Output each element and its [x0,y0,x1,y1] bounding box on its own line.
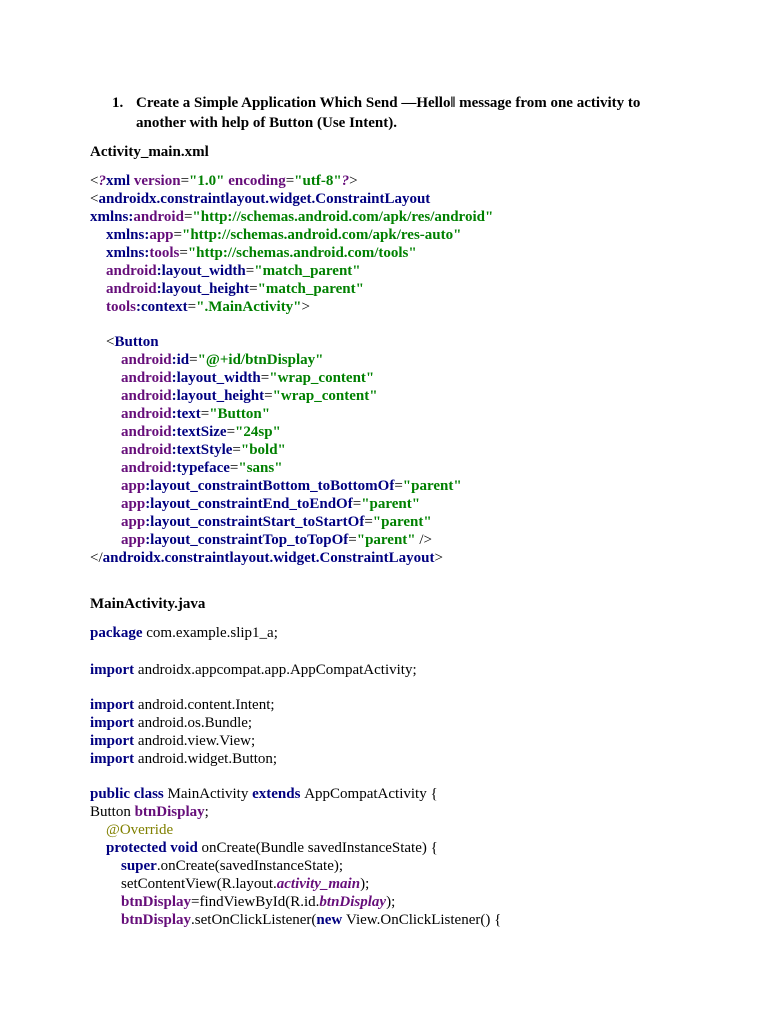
xml-token: android [121,424,172,440]
java-line [106,839,438,857]
xml-line [106,298,310,316]
xml-line [121,441,286,459]
java-token: androidx.appcompat.app.AppCompatActivity; [137,662,417,678]
xml-token: ? [98,173,106,189]
xml-token: android [106,281,157,297]
xml-token: "sans" [238,460,283,476]
xml-token: tools [149,245,180,261]
xml-line [121,351,323,369]
xml-token: xmlns: [106,227,150,243]
xml-token: = [180,173,190,189]
xml-token: "parent" [356,532,420,548]
xml-line [121,531,432,549]
xml-line [121,405,270,423]
java-token: protected void [106,840,202,856]
java-heading: MainActivity.java [90,596,206,612]
xml-token: "bold" [240,442,286,458]
xml-token: app [121,532,146,548]
xml-token: Button [114,334,159,350]
xml-token: = [232,442,241,458]
xml-token: "parent" [372,514,432,530]
xml-token: = [229,460,239,476]
xml-line [106,226,461,244]
java-token: public class [90,786,168,802]
xml-token: :typeface [171,460,230,476]
question-line-2: another with help of Button (Use Intent). [136,115,397,131]
xml-token: :layout_constraintEnd_toEndOf [145,496,353,512]
java-line [90,696,275,714]
java-line [121,857,343,875]
java-token: MainActivity [167,786,253,802]
java-line [90,750,277,768]
java-token: super [121,858,157,874]
xml-line [121,495,420,513]
xml-token: app [121,496,146,512]
xml-token: = [173,227,182,243]
xml-token: = [364,514,373,530]
question-number: 1. [112,95,124,111]
xml-token: = [394,478,403,494]
xml-line [121,477,462,495]
xml-token: android [121,406,172,422]
xml-token: = [285,173,295,189]
xml-token: android [121,370,172,386]
java-token: android.widget.Button; [137,751,278,767]
java-token: ); [360,876,370,892]
xml-token: > [349,173,358,189]
xml-token: /> [419,532,433,548]
xml-token: = [264,388,273,404]
xml-line [106,280,364,298]
xml-token: = [187,299,197,315]
xml-line [106,244,417,262]
xml-token: < [90,173,99,189]
xml-token: "Button" [209,406,271,422]
xml-line [121,423,281,441]
java-token: ; [204,804,209,820]
java-line [90,714,252,732]
xml-token: = [226,424,236,440]
xml-token: android [121,460,172,476]
xml-token: = [200,406,210,422]
java-token: ); [386,894,396,910]
xml-token: "http://schemas.android.com/tools" [187,245,417,261]
xml-token: :layout_constraintStart_toStartOf [145,514,365,530]
xml-token: androidx.constraintlayout.widget.ConstraintLayout [98,191,431,207]
xml-token: :layout_height [171,388,265,404]
xml-token: :id [171,352,190,368]
java-token: =findViewById(R.id. [191,894,320,910]
java-token: activity_main [276,876,361,892]
xml-token: ? [341,173,350,189]
xml-token: :context [136,299,188,315]
xml-line [106,333,159,351]
java-token: setContentView(R.layout. [121,876,277,892]
java-line [121,893,395,911]
xml-token: "parent" [361,496,421,512]
java-token: new [316,912,347,928]
xml-token: version [133,173,181,189]
java-line [106,821,173,839]
xml-token: > [434,550,443,566]
java-line [90,785,438,803]
xml-token: app [121,478,146,494]
java-token: View.OnClickListener() { [346,912,502,928]
java-token: btnDisplay [319,894,387,910]
xml-token: "1.0" [189,173,229,189]
xml-token: androidx.constraintlayout.widget.ConstraintLayout [102,550,435,566]
xml-token: android [121,388,172,404]
xml-token: </ [90,550,103,566]
java-token: import [90,715,138,731]
xml-line [121,459,283,477]
java-line [90,661,417,679]
xml-token: xmlns: [106,245,150,261]
xml-token: = [189,352,198,368]
java-token: .onCreate(savedInstanceState); [156,858,344,874]
xml-token: :textStyle [171,442,233,458]
xml-token: "24sp" [235,424,281,440]
xml-token: :layout_width [171,370,261,386]
xml-token: android [133,209,184,225]
java-token: @Override [106,822,174,838]
xml-token: xmlns: [90,209,134,225]
xml-heading: Activity_main.xml [90,144,209,160]
xml-token: = [260,370,270,386]
java-token: import [90,733,138,749]
xml-token: app [149,227,174,243]
java-line [90,732,255,750]
xml-line [90,190,430,208]
xml-token: = [352,496,362,512]
xml-token: "parent" [402,478,462,494]
question-line-1: Create a Simple Application Which Send —Hello‖ message from one activity to [136,95,641,111]
xml-token: = [249,281,258,297]
xml-token: = [179,245,188,261]
xml-token: app [121,514,146,530]
java-token: btnDisplay [134,804,205,820]
xml-line [90,172,358,190]
java-line [121,875,369,893]
java-token: import [90,697,138,713]
xml-token: = [245,263,255,279]
xml-line [121,513,432,531]
xml-token: "@+id/btnDisplay" [197,352,324,368]
java-token: AppCompatActivity { [304,786,438,802]
java-token: .setOnClickListener( [191,912,317,928]
xml-token: < [106,334,115,350]
xml-token: = [348,532,357,548]
xml-token: "http://schemas.android.com/apk/res/android" [192,209,494,225]
java-line [90,803,209,821]
xml-token: :layout_constraintBottom_toBottomOf [145,478,395,494]
java-token: package [90,625,147,641]
xml-token: tools [106,299,136,315]
xml-line [90,208,493,226]
xml-token: "wrap_content" [272,388,378,404]
java-token: import [90,751,138,767]
xml-token: android [121,352,172,368]
java-token: btnDisplay [121,912,192,928]
xml-token: android [121,442,172,458]
xml-token: :layout_constraintTop_toTopOf [145,532,349,548]
java-line [90,624,278,642]
xml-token: > [301,299,310,315]
xml-token: "http://schemas.android.com/apk/res-auto" [182,227,462,243]
xml-token: :textSize [171,424,227,440]
xml-token: "match_parent" [257,281,364,297]
java-token: import [90,662,138,678]
java-token: android.view.View; [137,733,256,749]
xml-token: :layout_width [156,263,246,279]
xml-line [121,369,374,387]
java-token: android.content.Intent; [137,697,275,713]
java-token: btnDisplay [121,894,192,910]
xml-token: = [183,209,193,225]
xml-token: "utf-8" [294,173,342,189]
xml-token: :text [171,406,201,422]
xml-token: < [90,191,99,207]
xml-token: :layout_height [156,281,250,297]
java-token: android.os.Bundle; [137,715,253,731]
java-line [121,911,501,929]
xml-token: xml [105,173,134,189]
java-token: extends [252,786,305,802]
xml-token: android [106,263,157,279]
xml-line [121,387,378,405]
xml-token: encoding [228,173,286,189]
xml-line [90,549,443,567]
java-token: Button [90,804,135,820]
java-token: onCreate(Bundle savedInstanceState) { [201,840,438,856]
java-token: com.example.slip1_a; [146,625,278,641]
xml-line [106,262,361,280]
xml-token: ".MainActivity" [196,299,302,315]
xml-token: "match_parent" [254,263,361,279]
xml-token: "wrap_content" [269,370,375,386]
